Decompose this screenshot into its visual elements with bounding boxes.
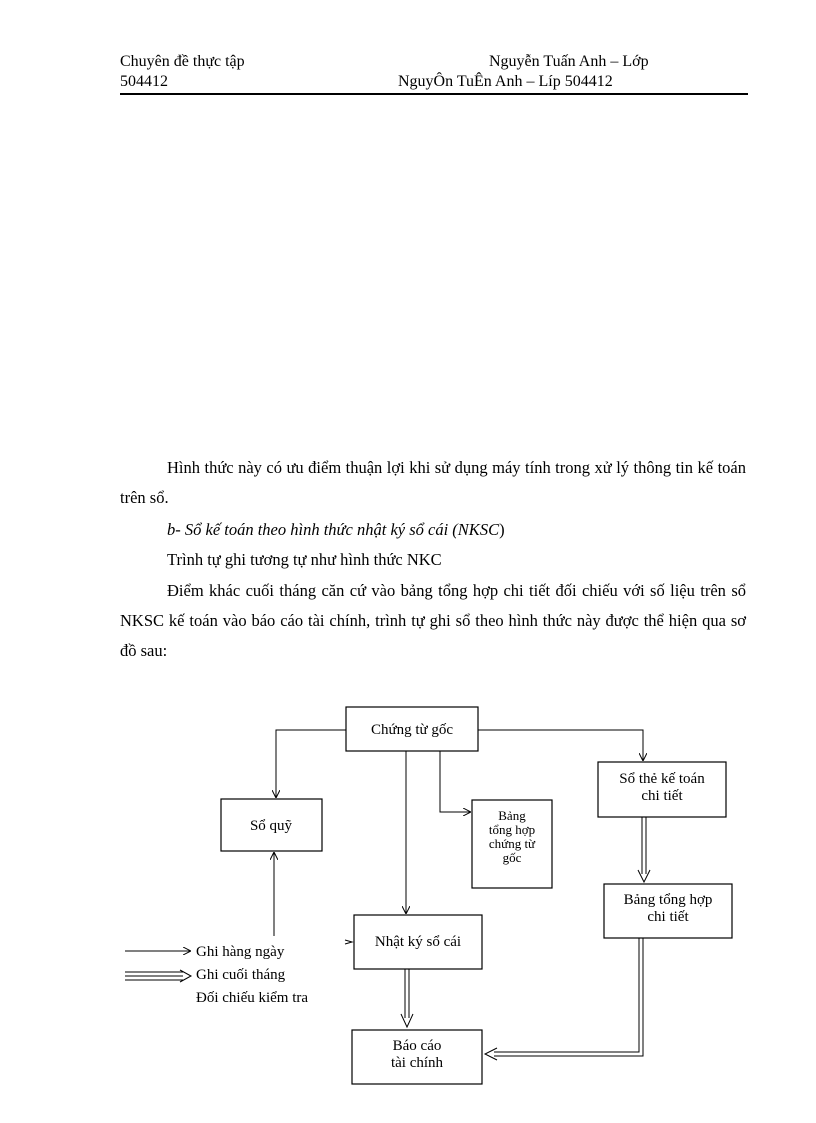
label-sttk-1: Sổ thẻ kế toán: [619, 771, 705, 787]
legend-ghi-hang-ngay: Ghi hàng ngày: [196, 944, 285, 960]
label-so-quy: Sổ quỹ: [249, 818, 293, 834]
paragraph-1: Hình thức này có ưu điểm thuận lợi khi sử dụng máy tính trong xử lý thông tin kế toán trên sổ.: [120, 458, 746, 507]
double-arrow-sttk-to-bthct-head: [638, 870, 650, 882]
label-bthctg-4: gốc: [502, 850, 522, 865]
paragraph-2-italic: b- Sổ kế toán theo hình thức nhật ký sổ cái (NKSC: [167, 520, 500, 539]
label-bthct-1: Bảng tổng hợp: [623, 892, 713, 908]
arrow-ctg-to-bang-th-ctg: [440, 751, 470, 812]
arrow-ctg-to-so-quy: [276, 730, 346, 797]
label-bthct-2: chi tiết: [647, 909, 689, 925]
header-right-line2: NguyÔn TuÊn Anh – Líp 504412: [398, 73, 613, 90]
small-arrow-nhat-ky: [345, 940, 352, 944]
paragraph-3: Trình tự ghi tương tự như hình thức NKC: [167, 550, 442, 569]
paragraph-4: Điểm khác cuối tháng căn cứ vào bảng tổng hợp chi tiết đối chiếu với số liệu trên sổ NKSC kế toán vào báo cáo tài chính, trình tự ghi sổ theo hình thức này được thể hiện qua sơ đồ sau:: [120, 581, 746, 660]
paragraph-2-tail: ): [499, 520, 505, 539]
label-chung-tu-goc: Chứng từ gốc: [370, 722, 454, 738]
legend-doi-chieu-kiem-tra: Đối chiếu kiểm tra: [196, 990, 309, 1006]
header-right-line1: Nguyễn Tuấn Anh – Lớp: [489, 53, 649, 70]
label-bctc-2: tài chính: [390, 1055, 444, 1071]
legend-ghi-cuoi-thang: Ghi cuối tháng: [196, 967, 286, 983]
double-arrow-bthct-to-bc-head: [485, 1048, 497, 1060]
header-left-line2: 504412: [120, 73, 168, 90]
label-sttk-2: chi tiết: [641, 788, 683, 804]
label-bctc-1: Báo cáo: [392, 1038, 442, 1054]
double-arrow-nk-to-bc-head: [401, 1014, 413, 1027]
double-arrow-bthct-to-bc-b: [494, 938, 643, 1056]
label-bthctg-1: Bảng: [498, 808, 526, 823]
header-left-line1: Chuyên đề thực tập: [120, 53, 245, 70]
arrow-ctg-to-so-the: [478, 730, 643, 760]
double-arrow-bthct-to-bc-a: [494, 938, 639, 1052]
label-nhat-ky-so-cai: Nhật ký sổ cái: [374, 934, 462, 950]
label-bthctg-3: chứng từ: [488, 836, 536, 851]
label-bthctg-2: tổng hợp: [488, 822, 536, 837]
